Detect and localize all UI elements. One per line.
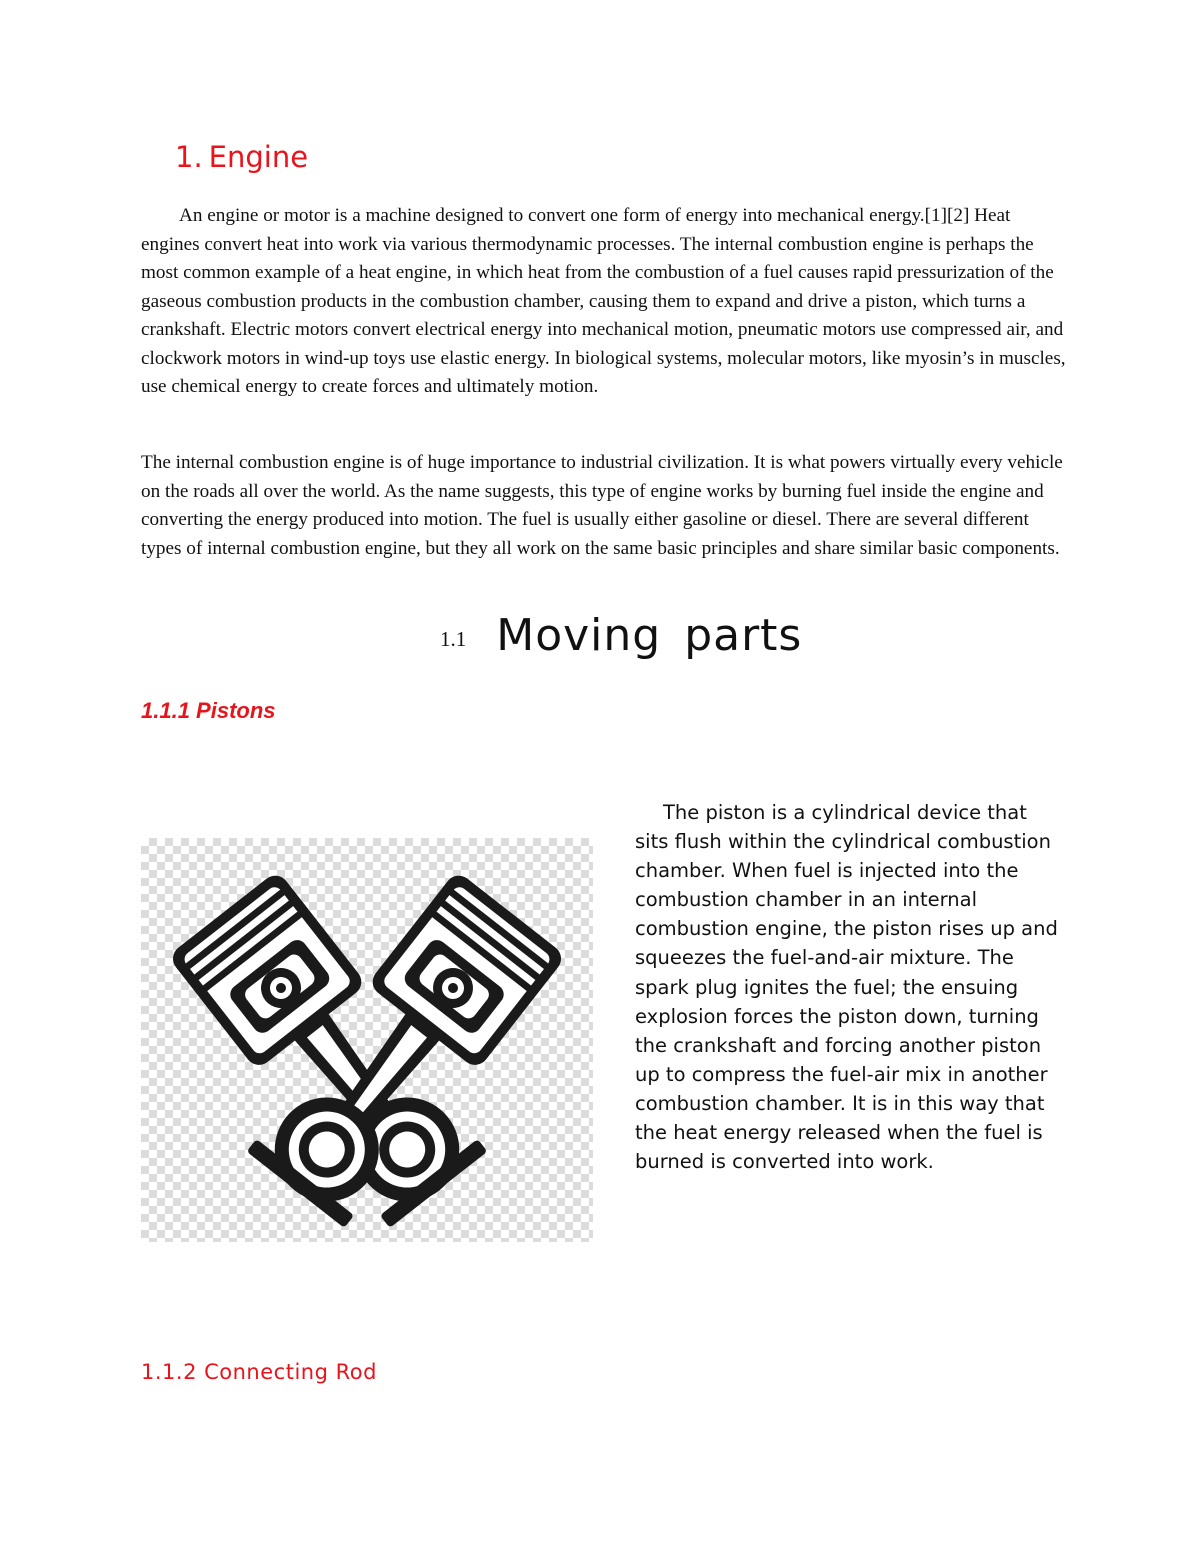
heading-title: Engine — [208, 140, 309, 174]
paragraph-internal-combustion: The internal combustion engine is of huge importance to industrial civilization. It is what powers virtually every vehicle on the roads all over the world. As the name suggests, this type of engine works by burning fuel inside the engine and converting the energy produced into motion. The fuel is usually either gasoline or diesel. There are several different types of internal combustion engine, but they all work on the same basic principles and share similar basic components. — [141, 452, 1063, 559]
pistons-description: The piston is a cylindrical device that sits flush within the cylindrical combustion chamber. When fuel is injected into the combustion chamber in an internal combustion engine, the piston rises up and squeezes the fuel-and-air mixture. The spark plug ignites the fuel; the ensuing explosion forces the piston down, turning the crankshaft and forcing another piston up to compress the fuel-air mix in another combustion chamber. It is in this way that the heat energy released when the fuel is burned is converted into work. — [635, 801, 1058, 1174]
heading-engine — [175, 140, 308, 174]
crossed-pistons-icon — [141, 838, 593, 1242]
paragraph-engine-definition: An engine or motor is a machine designed to convert one form of energy into mechanical energy.[1][2] Heat engines convert heat into work via various thermodynamic processes. The internal combustion engine is perhaps the most common example of a heat engine, in which heat from the combustion of a fuel causes rapid pressurization of the gaseous combustion products in the combustion chamber, causing them to expand and drive a piston, which turns a crankshaft. Electric motors convert electrical energy into mechanical motion, pneumatic motors use compressed air, and clockwork motors in wind-up toys use elastic energy. In biological systems, molecular motors, like myosin’s in muscles, use chemical energy to create forces and ultimately motion. — [141, 205, 1066, 397]
heading-number: 1. — [175, 140, 203, 174]
heading-number: 1.1 — [440, 627, 467, 651]
heading-moving-parts — [440, 610, 802, 661]
pistons-figure — [141, 838, 593, 1242]
heading-title: Moving parts — [496, 610, 803, 661]
heading-pistons: 1.1.1 Pistons — [141, 698, 276, 723]
heading-connecting-rod: 1.1.2 Connecting Rod — [141, 1360, 377, 1384]
